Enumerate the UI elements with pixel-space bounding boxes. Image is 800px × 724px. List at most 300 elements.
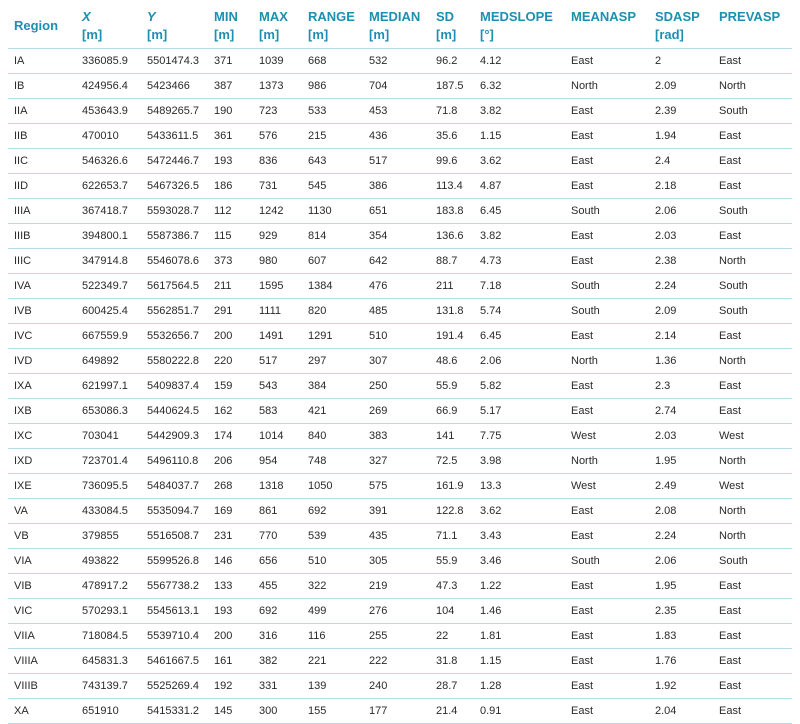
cell-x: 645831.3 [76,649,141,674]
cell-x: 367418.7 [76,199,141,224]
cell-median: 255 [363,624,430,649]
cell-medslope: 5.17 [474,399,565,424]
header-unit: [°] [480,27,494,42]
cell-range: 139 [302,674,363,699]
cell-sdasp: 1.76 [649,649,713,674]
cell-prevasp: East [713,674,792,699]
cell-sdasp: 2.24 [649,524,713,549]
cell-min: 159 [208,374,253,399]
cell-median: 386 [363,174,430,199]
cell-min: 186 [208,174,253,199]
cell-x: 546326.6 [76,149,141,174]
cell-prevasp: North [713,249,792,274]
cell-prevasp: South [713,274,792,299]
cell-min: 387 [208,74,253,99]
cell-sd: 122.8 [430,499,474,524]
cell-medslope: 4.73 [474,249,565,274]
table-row [8,399,792,424]
cell-range: 820 [302,299,363,324]
cell-x: 347914.8 [76,249,141,274]
cell-min: 373 [208,249,253,274]
cell-range: 221 [302,649,363,674]
cell-median: 305 [363,549,430,574]
cell-max: 692 [253,599,302,624]
cell-region: IIB [8,124,76,149]
cell-sd: 141 [430,424,474,449]
cell-sd: 72.5 [430,449,474,474]
cell-x: 651910 [76,699,141,724]
cell-range: 510 [302,549,363,574]
cell-prevasp: East [713,324,792,349]
cell-range: 116 [302,624,363,649]
table-row [8,349,792,374]
cell-medslope: 1.15 [474,124,565,149]
table-row [8,574,792,599]
cell-region: IIIB [8,224,76,249]
cell-region: IIC [8,149,76,174]
cell-sdasp: 2.49 [649,474,713,499]
cell-medslope: 3.46 [474,549,565,574]
cell-y: 5562851.7 [141,299,208,324]
cell-max: 576 [253,124,302,149]
cell-median: 383 [363,424,430,449]
cell-prevasp: East [713,124,792,149]
cell-min: 361 [208,124,253,149]
cell-min: 193 [208,149,253,174]
header-label: SD [436,9,455,24]
cell-min: 112 [208,199,253,224]
cell-min: 146 [208,549,253,574]
cell-sd: 136.6 [430,224,474,249]
cell-medslope: 5.74 [474,299,565,324]
cell-y: 5461667.5 [141,649,208,674]
cell-median: 219 [363,574,430,599]
cell-sd: 191.4 [430,324,474,349]
cell-region: VIIA [8,624,76,649]
cell-meanasp: East [565,674,649,699]
table-row [8,99,792,124]
cell-y: 5516508.7 [141,524,208,549]
cell-min: 206 [208,449,253,474]
cell-meanasp: South [565,199,649,224]
table-row [8,49,792,74]
cell-region: VB [8,524,76,549]
cell-medslope: 3.82 [474,224,565,249]
cell-prevasp: North [713,74,792,99]
cell-region: IA [8,49,76,74]
cell-y: 5580222.8 [141,349,208,374]
cell-region: VIA [8,549,76,574]
cell-y: 5525269.4 [141,674,208,699]
cell-x: 433084.5 [76,499,141,524]
cell-max: 1242 [253,199,302,224]
cell-prevasp: South [713,99,792,124]
table-row [8,649,792,674]
cell-y: 5617564.5 [141,274,208,299]
cell-prevasp: East [713,49,792,74]
cell-meanasp: East [565,149,649,174]
cell-prevasp: West [713,424,792,449]
header-label: MIN [214,9,238,24]
cell-min: 371 [208,49,253,74]
cell-min: 169 [208,499,253,524]
cell-prevasp: North [713,349,792,374]
cell-medslope: 3.98 [474,449,565,474]
cell-meanasp: East [565,649,649,674]
cell-min: 162 [208,399,253,424]
cell-meanasp: North [565,449,649,474]
cell-max: 954 [253,449,302,474]
cell-sd: 28.7 [430,674,474,699]
cell-max: 1318 [253,474,302,499]
cell-prevasp: West [713,474,792,499]
cell-range: 668 [302,49,363,74]
cell-x: 379855 [76,524,141,549]
cell-region: IIIA [8,199,76,224]
header-label: RANGE [308,9,355,24]
cell-x: 453643.9 [76,99,141,124]
header-row [8,4,792,49]
cell-prevasp: East [713,599,792,624]
cell-meanasp: East [565,174,649,199]
cell-region: IXB [8,399,76,424]
cell-range: 155 [302,699,363,724]
cell-median: 532 [363,49,430,74]
cell-prevasp: East [713,574,792,599]
cell-x: 718084.5 [76,624,141,649]
cell-max: 861 [253,499,302,524]
cell-median: 435 [363,524,430,549]
cell-sdasp: 2.04 [649,699,713,724]
header-label: MAX [259,9,288,24]
table-row [8,599,792,624]
cell-sdasp: 1.36 [649,349,713,374]
cell-meanasp: East [565,374,649,399]
cell-max: 929 [253,224,302,249]
cell-prevasp: North [713,449,792,474]
cell-sdasp: 2.3 [649,374,713,399]
cell-meanasp: West [565,424,649,449]
cell-min: 200 [208,324,253,349]
table-row [8,124,792,149]
cell-x: 649892 [76,349,141,374]
cell-prevasp: North [713,499,792,524]
table-row [8,199,792,224]
cell-median: 651 [363,199,430,224]
cell-median: 327 [363,449,430,474]
cell-region: IB [8,74,76,99]
cell-sd: 104 [430,599,474,624]
cell-max: 300 [253,699,302,724]
cell-region: IVD [8,349,76,374]
cell-sd: 161.9 [430,474,474,499]
table-row [8,274,792,299]
cell-prevasp: South [713,199,792,224]
cell-median: 240 [363,674,430,699]
header-label: PREVASP [719,9,781,24]
cell-medslope: 7.75 [474,424,565,449]
cell-meanasp: South [565,299,649,324]
cell-max: 836 [253,149,302,174]
cell-max: 382 [253,649,302,674]
cell-range: 986 [302,74,363,99]
header-sdasp [649,4,713,49]
header-prevasp [713,4,792,49]
cell-max: 455 [253,574,302,599]
table-row [8,699,792,724]
cell-median: 391 [363,499,430,524]
cell-x: 723701.4 [76,449,141,474]
table-row [8,624,792,649]
cell-x: 653086.3 [76,399,141,424]
cell-max: 1491 [253,324,302,349]
cell-min: 193 [208,599,253,624]
header-unit: [m] [82,27,103,42]
cell-medslope: 3.43 [474,524,565,549]
table-row [8,224,792,249]
cell-region: IVA [8,274,76,299]
cell-x: 522349.7 [76,274,141,299]
cell-min: 231 [208,524,253,549]
cell-min: 133 [208,574,253,599]
cell-x: 703041 [76,424,141,449]
cell-max: 980 [253,249,302,274]
cell-max: 517 [253,349,302,374]
cell-min: 145 [208,699,253,724]
cell-region: XA [8,699,76,724]
cell-medslope: 3.62 [474,499,565,524]
cell-region: VIIIA [8,649,76,674]
cell-min: 174 [208,424,253,449]
cell-y: 5567738.2 [141,574,208,599]
table-row [8,374,792,399]
cell-x: 600425.4 [76,299,141,324]
cell-median: 177 [363,699,430,724]
cell-region: IXD [8,449,76,474]
cell-medslope: 0.91 [474,699,565,724]
header-label: Y [147,9,156,24]
cell-sdasp: 1.95 [649,574,713,599]
cell-medslope: 6.45 [474,324,565,349]
header-meanasp [565,4,649,49]
cell-median: 510 [363,324,430,349]
cell-sdasp: 2.74 [649,399,713,424]
cell-range: 1384 [302,274,363,299]
cell-median: 642 [363,249,430,274]
cell-prevasp: East [713,399,792,424]
cell-sdasp: 2.14 [649,324,713,349]
header-unit: [m] [369,27,390,42]
cell-y: 5496110.8 [141,449,208,474]
cell-sdasp: 2.08 [649,499,713,524]
header-y [141,4,208,49]
cell-max: 723 [253,99,302,124]
cell-range: 545 [302,174,363,199]
cell-x: 622653.7 [76,174,141,199]
header-max [253,4,302,49]
table-row [8,424,792,449]
cell-median: 276 [363,599,430,624]
cell-region: IID [8,174,76,199]
cell-y: 5440624.5 [141,399,208,424]
cell-y: 5532656.7 [141,324,208,349]
cell-median: 704 [363,74,430,99]
cell-x: 424956.4 [76,74,141,99]
cell-x: 736095.5 [76,474,141,499]
cell-prevasp: East [713,224,792,249]
cell-range: 692 [302,499,363,524]
cell-y: 5489265.7 [141,99,208,124]
cell-sdasp: 2.24 [649,274,713,299]
cell-range: 215 [302,124,363,149]
cell-region: IVB [8,299,76,324]
cell-sd: 113.4 [430,174,474,199]
cell-sd: 48.6 [430,349,474,374]
cell-region: IXE [8,474,76,499]
header-median [363,4,430,49]
header-sd [430,4,474,49]
cell-meanasp: East [565,249,649,274]
cell-median: 476 [363,274,430,299]
table-row [8,524,792,549]
cell-range: 1130 [302,199,363,224]
cell-sdasp: 2.38 [649,249,713,274]
header-label: MEANASP [571,9,637,24]
cell-range: 421 [302,399,363,424]
cell-x: 470010 [76,124,141,149]
cell-max: 543 [253,374,302,399]
cell-medslope: 1.81 [474,624,565,649]
cell-medslope: 7.18 [474,274,565,299]
cell-sd: 96.2 [430,49,474,74]
cell-medslope: 5.82 [474,374,565,399]
cell-sd: 22 [430,624,474,649]
header-region [8,4,76,49]
cell-sdasp: 1.95 [649,449,713,474]
cell-sd: 66.9 [430,399,474,424]
cell-meanasp: East [565,524,649,549]
cell-sd: 55.9 [430,374,474,399]
cell-x: 478917.2 [76,574,141,599]
cell-y: 5467326.5 [141,174,208,199]
cell-range: 539 [302,524,363,549]
cell-sdasp: 2.03 [649,424,713,449]
header-range [302,4,363,49]
cell-sdasp: 1.92 [649,674,713,699]
cell-range: 499 [302,599,363,624]
cell-sd: 55.9 [430,549,474,574]
cell-medslope: 2.06 [474,349,565,374]
cell-region: VA [8,499,76,524]
cell-meanasp: East [565,224,649,249]
cell-range: 1291 [302,324,363,349]
cell-y: 5484037.7 [141,474,208,499]
cell-y: 5423466 [141,74,208,99]
header-unit: [m] [214,27,235,42]
cell-meanasp: East [565,599,649,624]
cell-prevasp: South [713,299,792,324]
cell-sdasp: 2.4 [649,149,713,174]
cell-medslope: 6.45 [474,199,565,224]
header-medslope [474,4,565,49]
cell-region: IVC [8,324,76,349]
cell-sd: 187.5 [430,74,474,99]
table-row [8,149,792,174]
cell-median: 222 [363,649,430,674]
cell-sdasp: 2 [649,49,713,74]
cell-y: 5433611.5 [141,124,208,149]
cell-prevasp: East [713,374,792,399]
table-row [8,249,792,274]
cell-medslope: 3.62 [474,149,565,174]
cell-region: VIIIB [8,674,76,699]
header-unit: [m] [259,27,280,42]
cell-sdasp: 2.39 [649,99,713,124]
cell-medslope: 1.15 [474,649,565,674]
cell-meanasp: North [565,74,649,99]
cell-prevasp: East [713,174,792,199]
table-row [8,449,792,474]
cell-meanasp: East [565,124,649,149]
cell-x: 621997.1 [76,374,141,399]
cell-sdasp: 2.35 [649,599,713,624]
table-container [8,4,792,724]
cell-max: 731 [253,174,302,199]
cell-min: 268 [208,474,253,499]
cell-y: 5587386.7 [141,224,208,249]
cell-meanasp: East [565,324,649,349]
cell-meanasp: North [565,349,649,374]
header-label: Region [14,18,59,33]
header-min [208,4,253,49]
cell-y: 5415331.2 [141,699,208,724]
cell-meanasp: South [565,549,649,574]
cell-range: 1050 [302,474,363,499]
cell-medslope: 4.12 [474,49,565,74]
cell-medslope: 13.3 [474,474,565,499]
cell-medslope: 4.87 [474,174,565,199]
cell-x: 667559.9 [76,324,141,349]
cell-min: 211 [208,274,253,299]
cell-meanasp: East [565,499,649,524]
cell-x: 336085.9 [76,49,141,74]
cell-region: IIIC [8,249,76,274]
cell-sd: 47.3 [430,574,474,599]
cell-max: 1014 [253,424,302,449]
cell-max: 316 [253,624,302,649]
cell-meanasp: South [565,274,649,299]
header-unit: [m] [147,27,168,42]
cell-range: 322 [302,574,363,599]
cell-max: 1039 [253,49,302,74]
region-statistics-table [8,4,792,724]
cell-max: 331 [253,674,302,699]
cell-sdasp: 2.09 [649,74,713,99]
cell-y: 5546078.6 [141,249,208,274]
cell-sdasp: 2.06 [649,549,713,574]
cell-prevasp: North [713,524,792,549]
cell-x: 743139.7 [76,674,141,699]
header-label: MEDSLOPE [480,9,553,24]
header-label: X [82,9,91,24]
table-row [8,674,792,699]
cell-median: 250 [363,374,430,399]
cell-sd: 99.6 [430,149,474,174]
cell-y: 5535094.7 [141,499,208,524]
cell-y: 5545613.1 [141,599,208,624]
cell-prevasp: East [713,649,792,674]
cell-region: VIB [8,574,76,599]
